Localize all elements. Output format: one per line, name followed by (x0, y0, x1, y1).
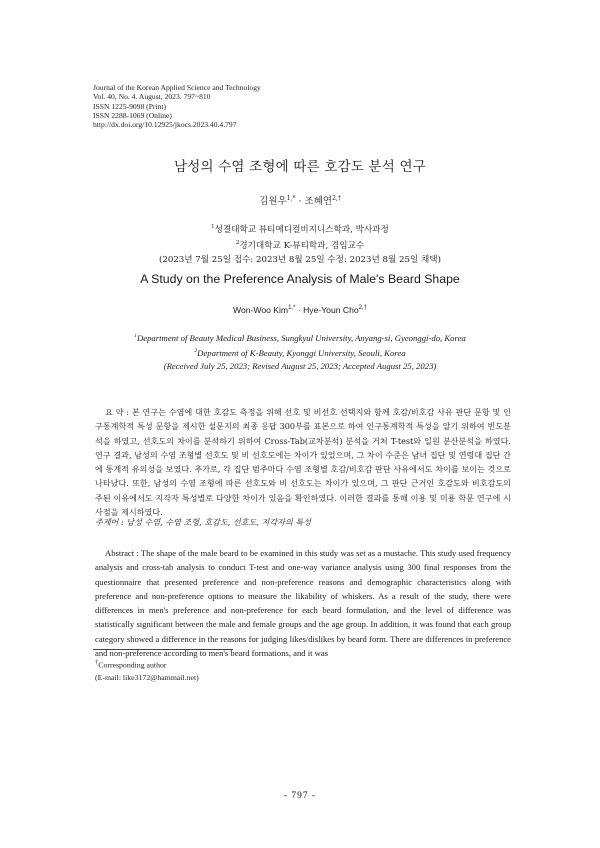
affiliation-ko-2-mark: 2 (235, 240, 240, 247)
abstract-english: Abstract : The shape of the male beard to be examined in this study was set as a mustache. This study used frequency analysis and cross-tab analysis to conduct T-test and one-way variance analysis using 300 final responses from the questionnaire that presented preference and non-preference reasons and demographic characteristics along with preference and non-preference options to measure the likability of whiskers. As a result of the study, there were differences in men's preference and non-preference for each beard formulation, and the level of difference was statistically significant between the male and female groups and the age group. In addition, it was found that each group category showed a difference in the reasons for judging likes/dislikes by beard form. There are differences in preference and non-preference according to men's beard formations, and it was (95, 548, 511, 659)
author2-en-mark: 2,† (358, 305, 367, 312)
dagger-mark: † (95, 659, 99, 666)
corresponding-author-label: Corresponding author (98, 660, 167, 670)
dates-korean: (2023년 7월 25일 접수: 2023년 8월 25일 수정: 2023년 8월 25일 채택) (159, 254, 441, 265)
author1-en-mark: 1,* (288, 305, 296, 312)
authors-english (0, 305, 600, 315)
page-number: - 797 - (283, 791, 317, 801)
affiliation-en-2-mark: 2 (194, 347, 198, 354)
author1-en: Won-Woo Kim (233, 305, 289, 315)
journal-doi: http://dx.doi.org/10.12925/jkocs.2023.40.4.797 (93, 120, 237, 130)
abstract-korean: 요 약 : 본 연구는 수염에 대한 호감도 측정을 위해 선호 및 비선호 선택지와 함께 호감/비호감 사유 판단 문항 및 인구통계학적 특성 문항을 제시한 설문지의 최종 응답 300부를 표본으로 하여 인구통계학적 특성을 알기 위하여 빈도분석을 하였고, 선호도의 차이를 분석하기 위하여 Cross-Tab(교차분석) 분석을 거쳐 T-test와 일원 분산분석을 하였다. 연구 결과, 남성의 수염 조형별 선호도 및 비 선호도에는 차이가 있었으며, 그 차이 수준은 남녀 집단 및 연령대 집단 간에 통계적 유의성을 보였다. 추가로, 각 집단 범주마다 수염 조형별 호감/비호감 판단 사유에서도 차이를 보이는 것으로 나타났다. 또한, 남성의 수염 조형에 따른 선호도와 비 선호도는 차이가 있으며, 그 판단 근거인 호감도와 비호감도의 주된 이유에서도 지각자 특성별로 다양한 차이가 있음을 확인하였다. 이러한 결과를 통해 이용 및 미용 학문 연구에 시사점을 제시하였다. (95, 407, 511, 518)
affiliation-en-1 (0, 330, 600, 345)
author-separator-en: · (295, 305, 304, 315)
author-separator-ko: · (295, 196, 305, 207)
affiliation-en-1-text: Department of Beauty Medical Business, Sungkyul University, Anyang-si, Gyeonggi-do, Korea (136, 332, 466, 343)
affiliation-en-2 (0, 345, 600, 360)
affiliation-ko-1-mark: 1 (211, 224, 215, 230)
author1-ko-mark: 1,* (286, 194, 296, 202)
affiliations-english (0, 330, 600, 373)
affiliation-ko-2 (0, 237, 600, 253)
corresponding-author-note (95, 657, 199, 672)
author2-ko: 조혜연 (304, 196, 333, 207)
title-english: A Study on the Preference Analysis of Male's Beard Shape (140, 272, 460, 286)
author2-en: Hye-Youn Cho (303, 305, 359, 315)
dates-english: (Received July 25, 2023; Revised August 25, 2023; Accepted August 25, 2023) (163, 360, 437, 371)
affiliation-en-2-text: Department of K-Beauty, Kyonggi University, Seouli, Korea (197, 347, 406, 358)
journal-name: Journal of the Korean Applied Science and Technology (93, 83, 261, 92)
corresponding-author-email: (E-mail: like3172@hammail.net) (95, 673, 199, 683)
journal-issn-print: ISSN 1225-9098 (Print) (93, 101, 166, 111)
journal-volume: Vol. 40, No. 4. August, 2023. 797~810 (93, 92, 211, 102)
footnote (95, 657, 199, 685)
affiliations-korean (0, 221, 600, 267)
affiliation-ko-1 (0, 221, 600, 237)
title-korean: 남성의 수염 조형에 따른 호감도 분석 연구 (173, 159, 427, 175)
affiliation-en-1-mark: 1 (134, 333, 137, 339)
affiliation-ko-2-text: 경기대학교 K-뷰티학과, 겸임교수 (239, 241, 365, 252)
journal-issn-online: ISSN 2288-1069 (Online) (93, 110, 172, 120)
author1-ko: 김원우 (259, 196, 287, 207)
authors-korean (0, 193, 600, 207)
journal-meta (93, 83, 261, 129)
affiliation-ko-1-text: 성결대학교 뷰티메디컬비지니스학과, 박사과정 (214, 224, 389, 235)
keywords-korean: 주제어 : 남성 수염, 수염 조형, 호감도, 선호도, 지각자의 특성 (95, 517, 312, 527)
author2-ko-mark: 2,† (332, 194, 341, 202)
footnote-divider (93, 649, 233, 650)
